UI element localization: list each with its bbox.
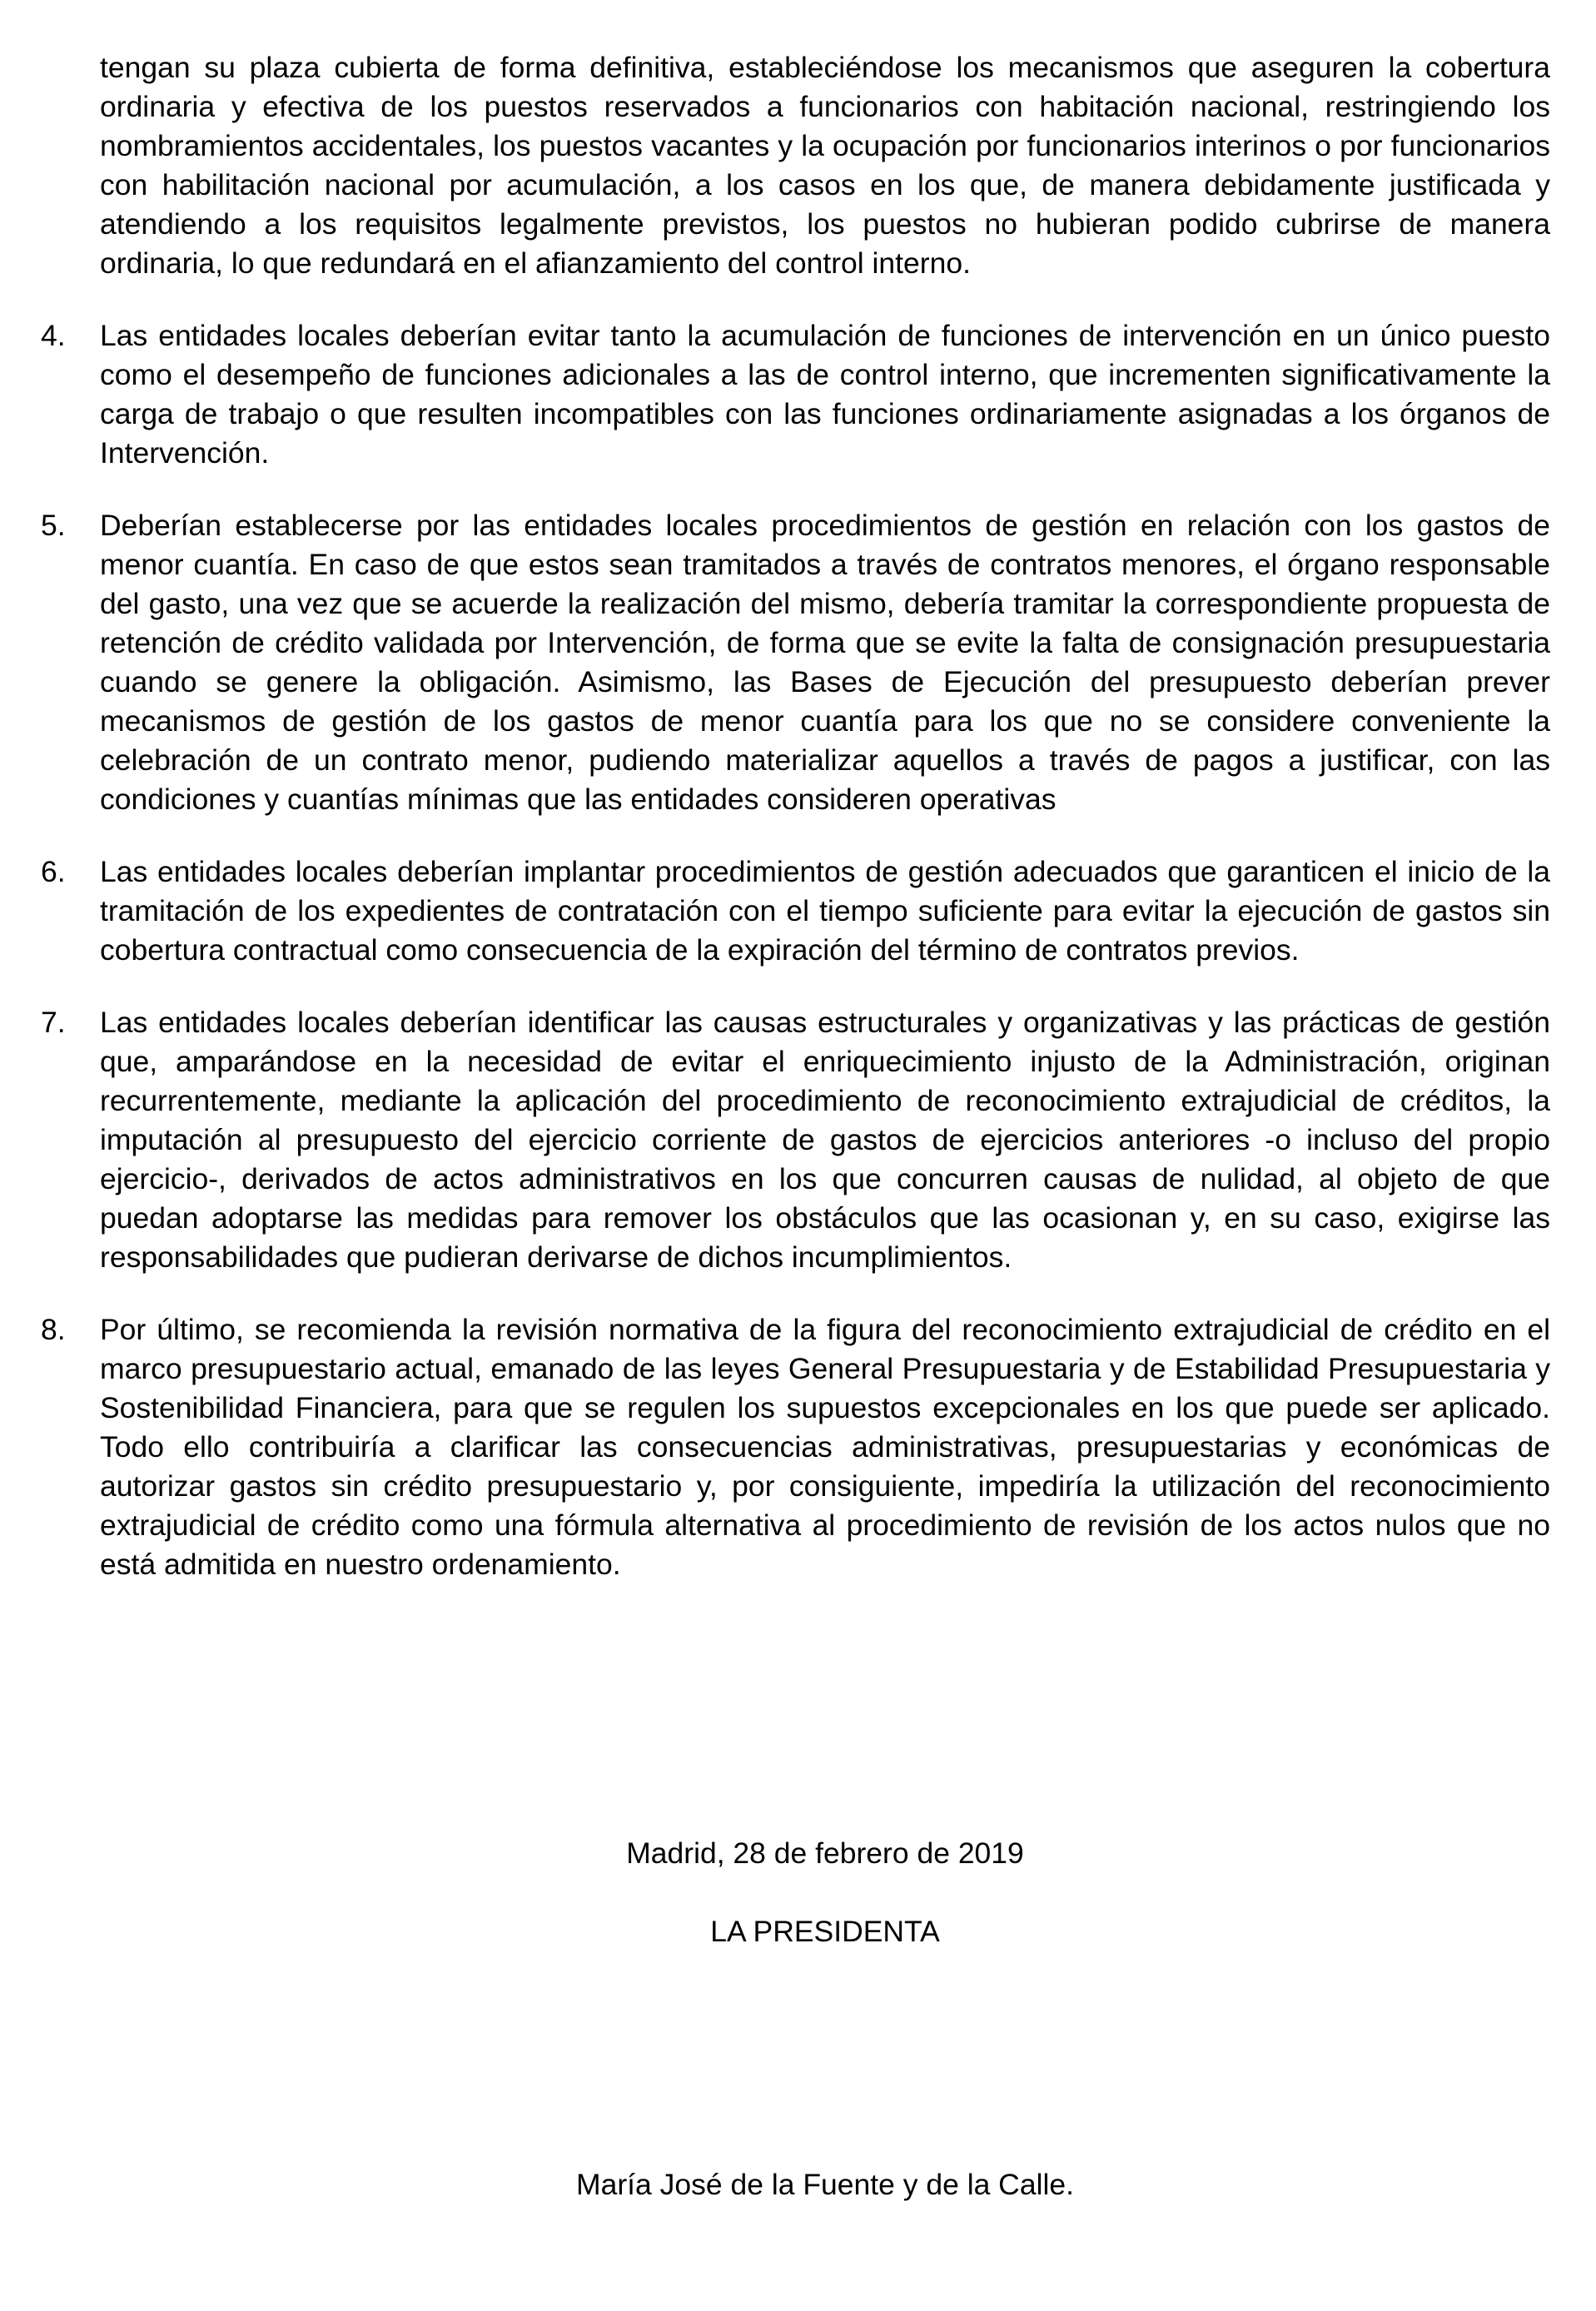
item-number: 8. (41, 1313, 66, 1346)
item-text: Las entidades locales deberían identificar las causas estructurales y organizativas y las prácticas de gestión que, amparándose en la necesidad de evitar el enriquecimiento injusto de la Administración, originan recurrentemente, mediante la aplicación del procedimiento de reconocimiento extrajudicial de créditos, la imputación al presupuesto del ejercicio corriente de gastos de ejercicios anteriores -o incluso del propio ejercicio-, derivados de actos administrativos en los que concurren causas de nulidad, al objeto de que puedan adoptarse las medidas para remover los obstáculos que las ocasionan y, en su caso, exigirse las responsabilidades que pudieran derivarse de dichos incumplimientos. (100, 1006, 1550, 1274)
item-text: Por último, se recomienda la revisión normativa de la figura del reconocimiento extrajudicial de crédito en el marco presupuestario actual, emanado de las leyes General Presupuestaria y de Estabilidad Presupuestaria y Sostenibilidad Financiera, para que se regulen los supuestos excepcionales en los que puede ser aplicado. Todo ello contribuiría a clarificar las consecuencias administrativas, presupuestarias y económicas de autorizar gastos sin crédito presupuestario y, por consiguiente, impediría la utilización del reconocimiento extrajudicial de crédito como una fórmula alternativa al procedimiento de revisión de los actos nulos que no está admitida en nuestro ordenamiento. (100, 1313, 1550, 1581)
signature-date: Madrid, 28 de febrero de 2019 (626, 1836, 1024, 1870)
signature-role: LA PRESIDENTA (710, 1915, 940, 1948)
recommendation-item-8 (41, 1310, 1550, 1584)
recommendation-item-4 (41, 316, 1550, 473)
intro-paragraph: tengan su plaza cubierta de forma definitiva, estableciéndose los mecanismos que aseguren la cobertura ordinaria y efectiva de los puestos reservados a funcionarios con habitación nacional, restringiendo los nombramientos accidentales, los puestos vacantes y la ocupación por funcionarios interinos o por funcionarios con habilitación nacional por acumulación, a los casos en los que, de manera debidamente justificada y atendiendo a los requisitos legalmente previstos, los puestos no hubieran podido cubrirse de manera ordinaria, lo que redundará en el afianzamiento del control interno. (100, 51, 1550, 280)
recommendation-item-7 (41, 1003, 1550, 1277)
recommendation-item-5 (41, 506, 1550, 819)
signer-name: María José de la Fuente y de la Calle. (576, 2168, 1074, 2201)
item-text: Las entidades locales deberían evitar tanto la acumulación de funciones de intervención en un único puesto como el desempeño de funciones adicionales a las de control interno, que incrementen significativamente la carga de trabajo o que resulten incompatibles con las funciones ordinariamente asignadas a los órganos de Intervención. (100, 319, 1550, 470)
item-text: Las entidades locales deberían implantar procedimientos de gestión adecuados que garanticen el inicio de la tramitación de los expedientes de contratación con el tiempo suficiente para evitar la ejecución de gastos sin cobertura contractual como consecuencia de la expiración del término de contratos previos. (100, 855, 1550, 967)
document-body (41, 48, 1550, 1618)
item-number: 4. (41, 319, 66, 352)
item-number: 5. (41, 509, 66, 542)
recommendation-item-6 (41, 852, 1550, 970)
item-number: 6. (41, 855, 66, 888)
item-text: Deberían establecerse por las entidades locales procedimientos de gestión en relación con los gastos de menor cuantía. En caso de que estos sean tramitados a través de contratos menores, el órgano responsable del gasto, una vez que se acuerde la realización del mismo, debería tramitar la correspondiente propuesta de retención de crédito validada por Intervención, de forma que se evite la falta de consignación presupuestaria cuando se genere la obligación. Asimismo, las Bases de Ejecución del presupuesto deberían prever mecanismos de gestión de los gastos de menor cuantía para los que no se considere conveniente la celebración de un contrato menor, pudiendo materializar aquellos a través de pagos a justificar, con las condiciones y cuantías mínimas que las entidades consideren operativas (100, 509, 1550, 816)
item-number: 7. (41, 1006, 66, 1039)
